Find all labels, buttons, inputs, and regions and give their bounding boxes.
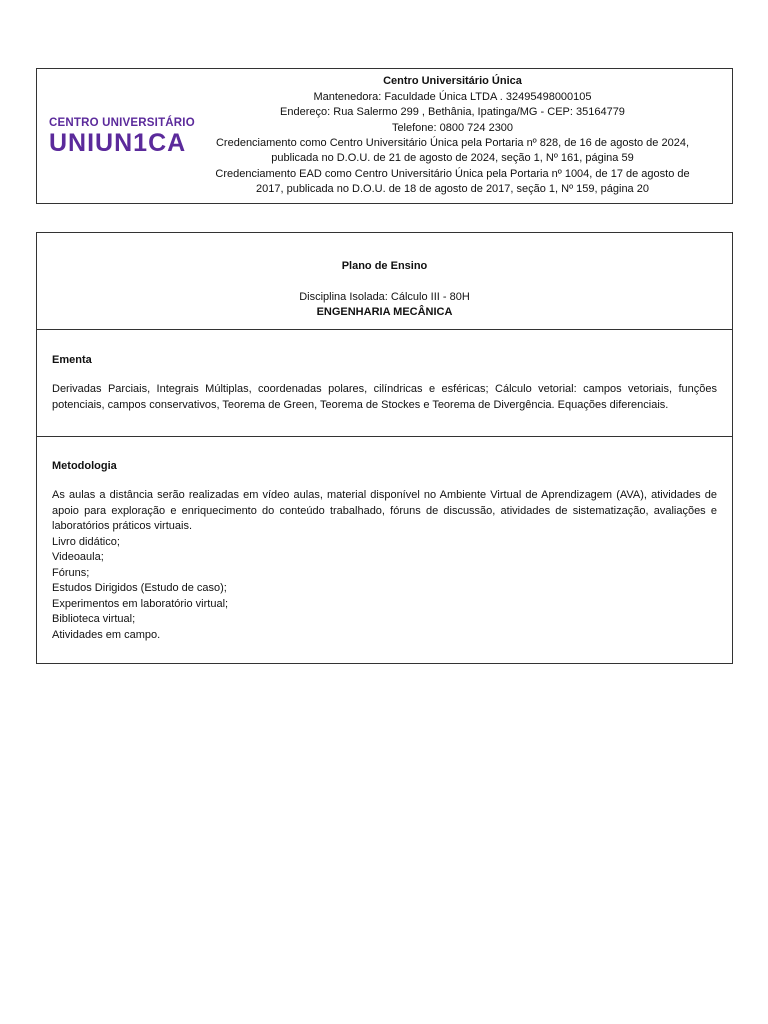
institution-info [213, 74, 732, 197]
methods-list [52, 535, 717, 644]
ementa-text: Derivadas Parciais, Integrais Múltiplas, coordenadas polares, cilíndricas e esféricas; Cálculo vetorial: campos vetoriais, funções potenciais, campos conservativos, Teorema de Green, Teorema de Stockes e Teorema de Divergência. Equações diferenciais. [52, 383, 717, 411]
ementa-heading: Ementa [52, 354, 92, 366]
list-item: Biblioteca virtual; [52, 613, 136, 625]
institution-header [36, 68, 733, 204]
university-logo [37, 69, 227, 203]
metodologia-section [37, 437, 732, 663]
phone-line: Telefone: 0800 724 2300 [391, 121, 514, 134]
discipline-name: Disciplina Isolada: Cálculo III - 80H [299, 290, 470, 303]
course-name: ENGENHARIA MECÂNICA [316, 306, 453, 318]
institution-name: Centro Universitário Única [383, 75, 522, 88]
ementa-section [37, 330, 732, 437]
list-item: Atividades em campo. [52, 628, 161, 641]
teaching-plan [36, 232, 733, 664]
metodologia-text: As aulas a distância serão realizadas em vídeo aulas, material disponível no Ambiente Virtual de Aprendizagem (AVA), atividades de apoio para exploração e enriquecimento do conteúdo trabalhado, fóruns de discussão, atividades de sistematização, avaliações e laboratórios práticos virtuais. [52, 489, 717, 532]
list-item: Livro didático; [52, 535, 120, 548]
logo-top-text: CENTRO UNIVERSITÁRIO [49, 116, 195, 129]
plan-title: Plano de Ensino [341, 260, 428, 272]
plan-title-section [37, 233, 732, 330]
address-line: Endereço: Rua Salermo 299 , Bethânia, Ipatinga/MG - CEP: 35164779 [280, 106, 625, 119]
accreditation-line: Credenciamento como Centro Universitário Única pela Portaria nº 828, de 16 de agosto de 2024, publicada no D.O.U. de 21 de agosto de 2024, seção 1, Nº 161, página 59 [215, 137, 690, 165]
list-item: Estudos Dirigidos (Estudo de caso); [52, 582, 227, 594]
ead-accreditation-line: Credenciamento EAD como Centro Universitário Única pela Portaria nº 1004, de 17 de agosto de 2017, publicada no D.O.U. de 18 de agosto de 2017, seção 1, Nº 159, página 20 [215, 167, 690, 196]
list-item: Videoaula; [52, 551, 104, 563]
metodologia-heading: Metodologia [52, 460, 117, 472]
list-item: Fóruns; [52, 566, 90, 579]
list-item: Experimentos em laboratório virtual; [52, 597, 229, 610]
maintainer-line: Mantenedora: Faculdade Única LTDA . 32495498000105 [313, 90, 592, 103]
logo-wordmark: UNIUN1CA [49, 128, 187, 157]
